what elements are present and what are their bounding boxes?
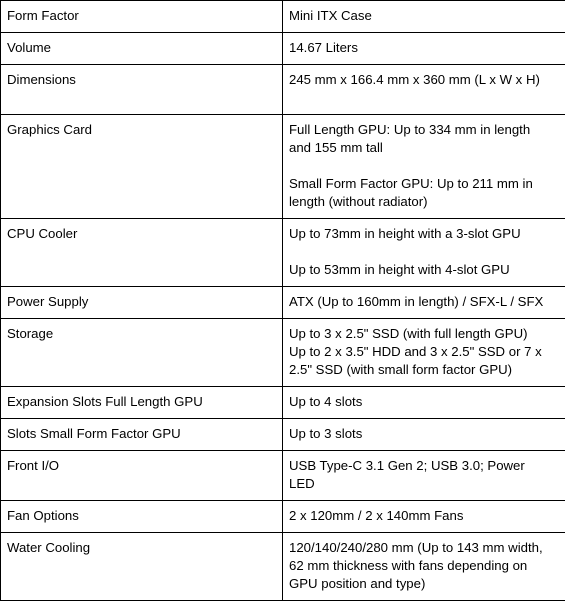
spec-value	[283, 501, 565, 533]
spec-value-line: Up to 73mm in height with a 3-slot GPU	[289, 225, 559, 243]
table-row	[1, 33, 565, 65]
spec-paragraph	[289, 225, 559, 243]
spec-label: Front I/O	[1, 451, 283, 501]
spec-value	[283, 33, 565, 65]
table-row	[1, 1, 565, 33]
spacer-line	[289, 89, 559, 107]
spec-value	[283, 287, 565, 319]
spec-label: CPU Cooler	[1, 219, 283, 287]
spec-value	[283, 115, 565, 219]
spec-value-line: GPU position and type)	[289, 575, 559, 593]
table-row	[1, 65, 565, 115]
spec-value-line: Up to 2 x 3.5" HDD and 3 x 2.5" SSD or 7 x	[289, 343, 559, 361]
spec-value-line: Up to 53mm in height with 4-slot GPU	[289, 261, 559, 279]
spec-paragraph	[289, 121, 559, 157]
spec-value-line: length (without radiator)	[289, 193, 559, 211]
spec-paragraph	[289, 261, 559, 279]
spec-label: Dimensions	[1, 65, 283, 115]
table-row	[1, 219, 565, 287]
spec-label: Volume	[1, 33, 283, 65]
spec-value-line: Full Length GPU: Up to 334 mm in length	[289, 121, 559, 139]
spec-label: Water Cooling	[1, 533, 283, 601]
spec-label: Storage	[1, 319, 283, 387]
spec-label: Form Factor	[1, 1, 283, 33]
spec-value-line: ATX (Up to 160mm in length) / SFX-L / SFX	[289, 293, 559, 311]
spec-value	[283, 319, 565, 387]
table-row	[1, 451, 565, 501]
spec-value-line: USB Type-C 3.1 Gen 2; USB 3.0; Power	[289, 457, 559, 475]
table-row	[1, 419, 565, 451]
table-row	[1, 287, 565, 319]
spec-label: Expansion Slots Full Length GPU	[1, 387, 283, 419]
table-row	[1, 319, 565, 387]
spec-value-line: Up to 3 slots	[289, 425, 559, 443]
spec-label: Fan Options	[1, 501, 283, 533]
spec-value	[283, 387, 565, 419]
spec-value	[283, 65, 565, 115]
spec-value-line: Up to 4 slots	[289, 393, 559, 411]
spec-value-line: LED	[289, 475, 559, 493]
spec-value-line: 245 mm x 166.4 mm x 360 mm (L x W x H)	[289, 71, 559, 89]
spec-value-line: Mini ITX Case	[289, 7, 559, 25]
table-row	[1, 115, 565, 219]
spec-value-line: 2.5" SSD (with small form factor GPU)	[289, 361, 559, 379]
spec-label: Slots Small Form Factor GPU	[1, 419, 283, 451]
spec-value-line: 2 x 120mm / 2 x 140mm Fans	[289, 507, 559, 525]
spec-label: Power Supply	[1, 287, 283, 319]
spec-value	[283, 533, 565, 601]
spec-value-line: 14.67 Liters	[289, 39, 559, 57]
spec-value	[283, 219, 565, 287]
table-row	[1, 387, 565, 419]
spec-paragraph	[289, 175, 559, 211]
spec-value-line: Small Form Factor GPU: Up to 211 mm in	[289, 175, 559, 193]
spec-value	[283, 1, 565, 33]
spec-value	[283, 419, 565, 451]
table-row	[1, 501, 565, 533]
spec-value-line: 62 mm thickness with fans depending on	[289, 557, 559, 575]
spec-value-line: Up to 3 x 2.5" SSD (with full length GPU)	[289, 325, 559, 343]
spec-value-line: and 155 mm tall	[289, 139, 559, 157]
spec-value	[283, 451, 565, 501]
spec-label: Graphics Card	[1, 115, 283, 219]
spec-value-line: 120/140/240/280 mm (Up to 143 mm width,	[289, 539, 559, 557]
table-row	[1, 533, 565, 601]
